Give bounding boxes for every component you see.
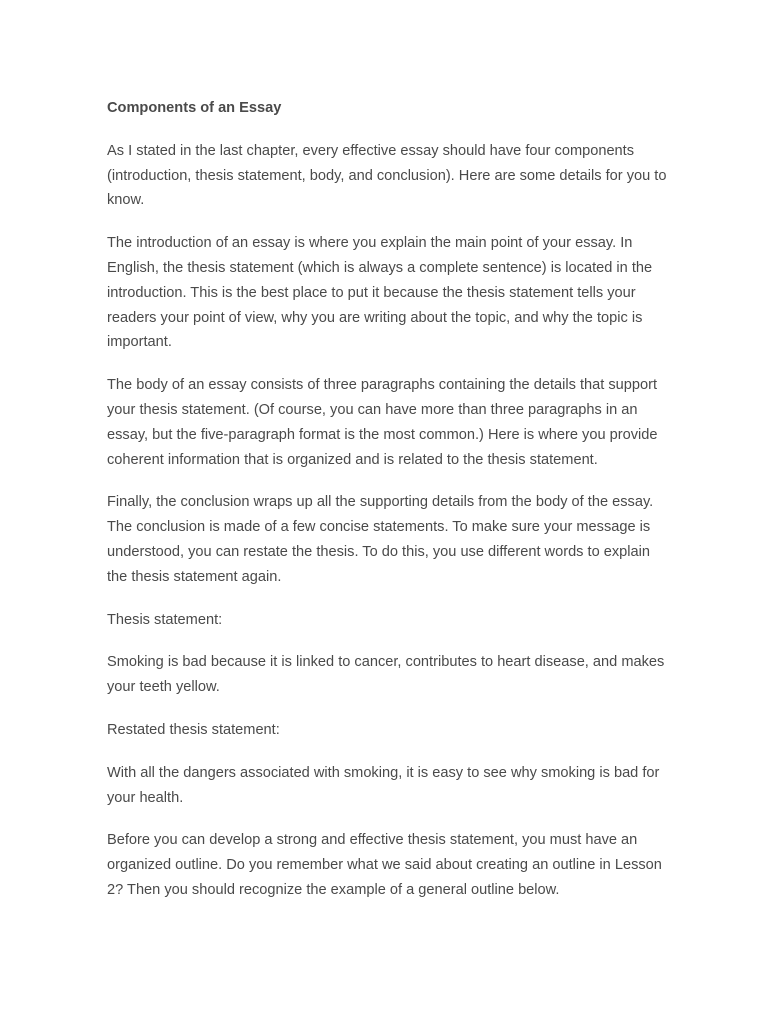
paragraph-outline-intro: Before you can develop a strong and effective thesis statement, you must have an organized outline. Do you remember what we said about creating an outline in Lesson 2? Then you should recognize the example of a general outline below.	[107, 832, 662, 898]
paragraph-conclusion: Finally, the conclusion wraps up all the supporting details from the body of the essay. The conclusion is made of a few concise statements. To make sure your message is understood, you can restate the thesis. To do this, you use different words to explain the thesis statement again.	[107, 494, 654, 585]
thesis-statement-label: Thesis statement:	[107, 611, 223, 628]
restated-thesis-label: Restated thesis statement:	[107, 721, 280, 738]
document-title: Components of an Essay	[107, 100, 282, 116]
paragraph-body: The body of an essay consists of three paragraphs containing the details that support your thesis statement. (Of course, you can have more than three paragraphs in an essay, but the five-paragraph format is the most common.) Here is where you provide coherent information that is organized and is related to the thesis statement.	[107, 377, 658, 468]
restated-thesis-example: With all the dangers associated with smoking, it is easy to see why smoking is bad for your health.	[107, 764, 660, 806]
paragraph-introduction: The introduction of an essay is where you explain the main point of your essay. In English, the thesis statement (which is always a complete sentence) is located in the introduction. This is the best place to put it because the thesis statement tells your readers your point of view, why you are writing about the topic, and why the topic is important.	[107, 235, 653, 351]
thesis-statement-example: Smoking is bad because it is linked to cancer, contributes to heart disease, and makes your teeth yellow.	[107, 654, 665, 696]
document-page	[107, 96, 667, 921]
paragraph-components-overview: As I stated in the last chapter, every effective essay should have four components (introduction, thesis statement, body, and conclusion). Here are some details for you to know.	[107, 142, 667, 209]
